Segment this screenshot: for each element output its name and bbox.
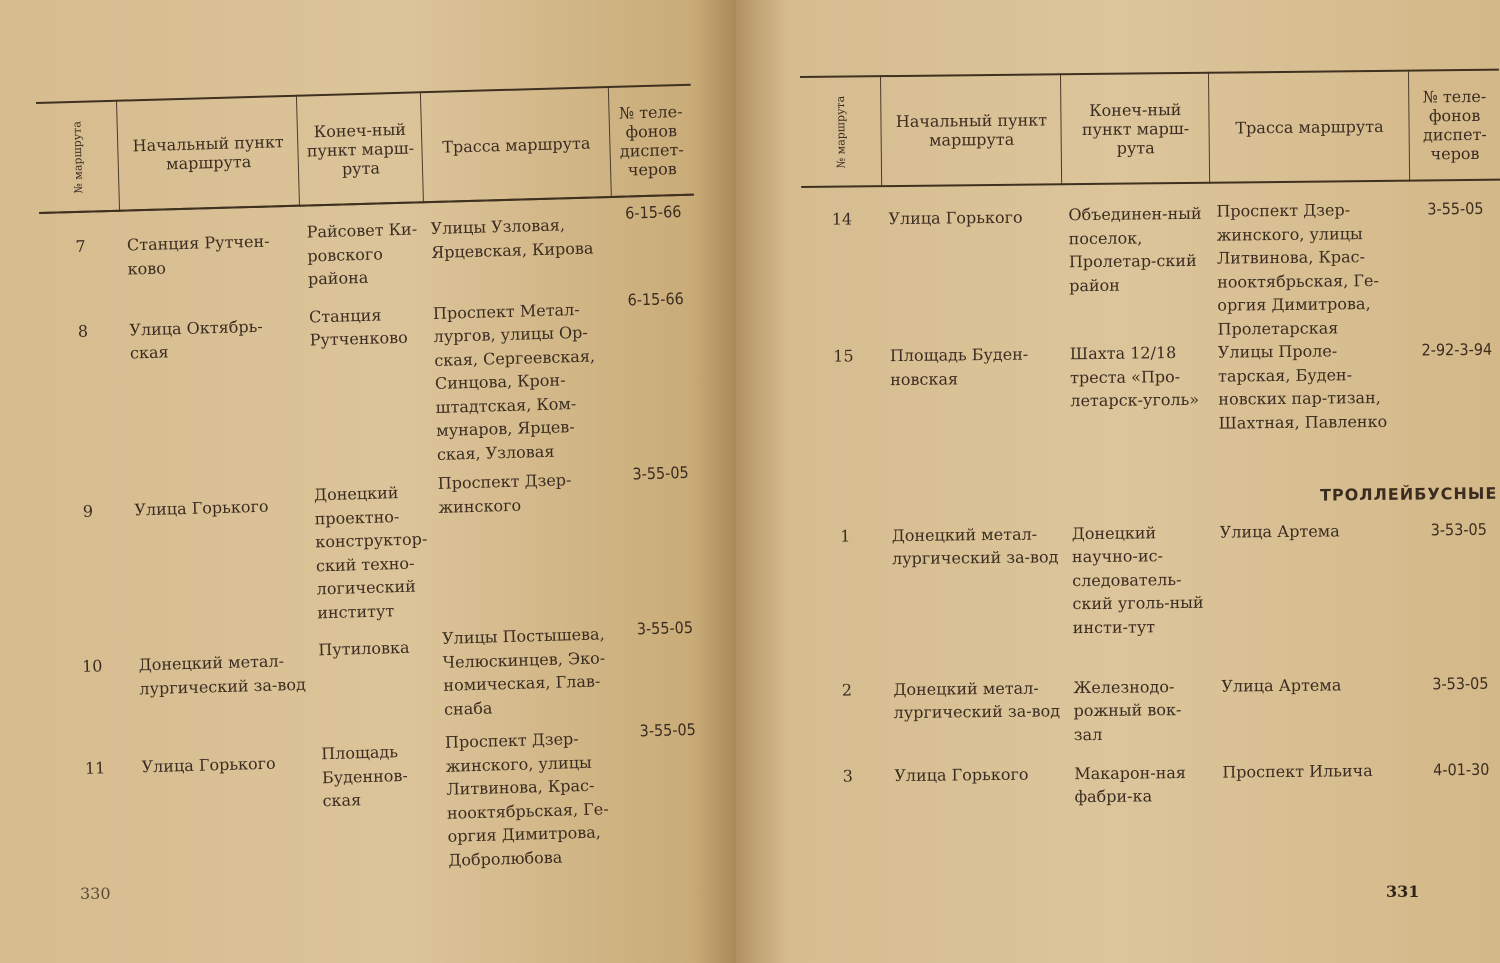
header-route-path: Трасса маршрута xyxy=(1209,71,1410,183)
dispatcher-phone: 3-55-05 xyxy=(1427,198,1484,219)
route-number: 9 xyxy=(82,501,94,521)
right-table-wrapper xyxy=(800,69,1500,845)
left-page xyxy=(0,0,736,963)
dispatcher-phone: 2-92-3-94 xyxy=(1421,339,1493,360)
start-point: Донецкий метал-лургический за-вод xyxy=(893,678,1061,723)
route-number: 7 xyxy=(75,236,86,256)
dispatcher-phone: 3-55-05 xyxy=(636,617,694,639)
start-point: Улица Горького xyxy=(888,207,1023,229)
header-start-point: Начальный пункт маршрута xyxy=(117,96,300,211)
header-end-point: Конеч-ный пункт марш-рута xyxy=(1061,73,1210,185)
start-point: Улица Горького xyxy=(141,753,276,777)
page-number-right: 331 xyxy=(1386,882,1420,901)
start-point: Улица Октябрь-ская xyxy=(129,316,263,363)
route-number: 14 xyxy=(831,209,853,229)
end-point: Станция Рутченково xyxy=(308,304,408,350)
end-point: Донецкий проектно-конструктор-ский техно-логический институт xyxy=(313,483,428,622)
end-point: Путиловка xyxy=(318,637,410,660)
header-route-path: Трасса маршрута xyxy=(421,87,612,202)
route-path: Улицы Постышева, Челюскинцев, Эко-номическая, Глав-снаба xyxy=(441,624,606,719)
table-row xyxy=(54,717,713,882)
start-point: Донецкий метал-лургический за-вод xyxy=(138,651,307,698)
route-path: Проспект Дзер-жинского, улицы Литвинова, Крас-нооктябрьская, Ге-оргия Димитрова, Добролюбова xyxy=(444,729,609,870)
header-route-number: № маршрута xyxy=(833,95,848,168)
route-path: Улицы Проле-тарская, Буден-новских пар-тизан, Шахтная, Павленко xyxy=(1217,341,1388,433)
table-row xyxy=(806,671,1500,764)
end-point: Макарон-ная фабри-ка xyxy=(1074,762,1187,807)
route-path: Улица Артема xyxy=(1219,520,1340,542)
section-title-trolleybus: ТРОЛЛЕЙБУСНЫЕ xyxy=(1319,483,1498,505)
start-point: Донецкий метал-лургический за-вод xyxy=(891,524,1059,569)
route-number: 1 xyxy=(840,525,851,546)
route-number: 10 xyxy=(81,656,103,676)
dispatcher-phone: 3-55-05 xyxy=(639,719,697,741)
route-number: 11 xyxy=(84,758,106,778)
start-point: Площадь Буден-новская xyxy=(889,344,1029,389)
dispatcher-phone: 6-15-66 xyxy=(627,288,685,310)
header-route-number: № маршрута xyxy=(70,120,86,194)
route-path: Проспект Дзер-жинского xyxy=(437,470,572,517)
start-point: Улица Горького xyxy=(894,764,1029,785)
dispatcher-phone: 3-53-05 xyxy=(1432,673,1489,693)
route-path: Улицы Узловая, Ярцевская, Кирова xyxy=(430,215,594,262)
left-table-wrapper xyxy=(36,84,713,883)
end-point: Райсовет Ки-ровского района xyxy=(306,219,418,289)
end-point: Объединен-ный поселок, Пролетар-ский район xyxy=(1068,203,1202,295)
dispatcher-phone: 4-01-30 xyxy=(1433,759,1490,779)
page-number-left: 330 xyxy=(80,884,111,903)
right-page xyxy=(736,0,1500,963)
dispatcher-phone: 6-15-66 xyxy=(624,202,682,223)
header-end-point: Конеч-ный пункт марш-рута xyxy=(297,92,424,205)
table-row xyxy=(805,517,1500,678)
table-row xyxy=(51,614,709,736)
start-point: Улица Горького xyxy=(134,496,269,520)
end-point: Донецкий научно-ис-следователь-ский уголь-ный инсти-тут xyxy=(1071,522,1204,637)
left-route-table xyxy=(36,84,713,883)
dispatcher-phone: 3-55-05 xyxy=(632,462,689,484)
route-path: Улица Артема xyxy=(1221,674,1342,696)
route-path: Проспект Ильича xyxy=(1222,760,1373,782)
route-path: Проспект Метал-лургов, улицы Ор-ская, Сергеевская, Синцова, Крон-штадтская, Ком-мунаров, Ярцев-ская, Узловая xyxy=(432,299,596,464)
end-point: Железнодо-рожный вок-зал xyxy=(1073,676,1182,744)
route-number: 15 xyxy=(833,346,854,366)
table-row xyxy=(807,757,1500,844)
table-row xyxy=(803,338,1500,477)
header-start-point: Начальный пункт маршрута xyxy=(881,74,1062,186)
route-number: 8 xyxy=(77,321,89,341)
table-row xyxy=(41,280,701,477)
end-point: Площадь Буденнов-ская xyxy=(320,742,409,811)
header-dispatcher-phone: № теле-фонов диспет-черов xyxy=(609,85,694,197)
route-number: 3 xyxy=(842,765,853,786)
table-row xyxy=(801,180,1500,345)
route-path: Проспект Дзер-жинского, улицы Литвинова, Крас-нооктябрьская, Ге-оргия Димитрова, Пролетарская xyxy=(1216,200,1379,339)
right-route-table xyxy=(800,69,1500,845)
header-dispatcher-phone: № теле-фонов диспет-черов xyxy=(1409,70,1500,181)
end-point: Шахта 12/18 треста «Про-летарск-уголь» xyxy=(1069,343,1200,411)
start-point: Станция Рутчен-ково xyxy=(126,231,270,279)
table-row xyxy=(46,459,705,632)
route-number: 2 xyxy=(841,679,853,700)
dispatcher-phone: 3-53-05 xyxy=(1430,519,1487,539)
